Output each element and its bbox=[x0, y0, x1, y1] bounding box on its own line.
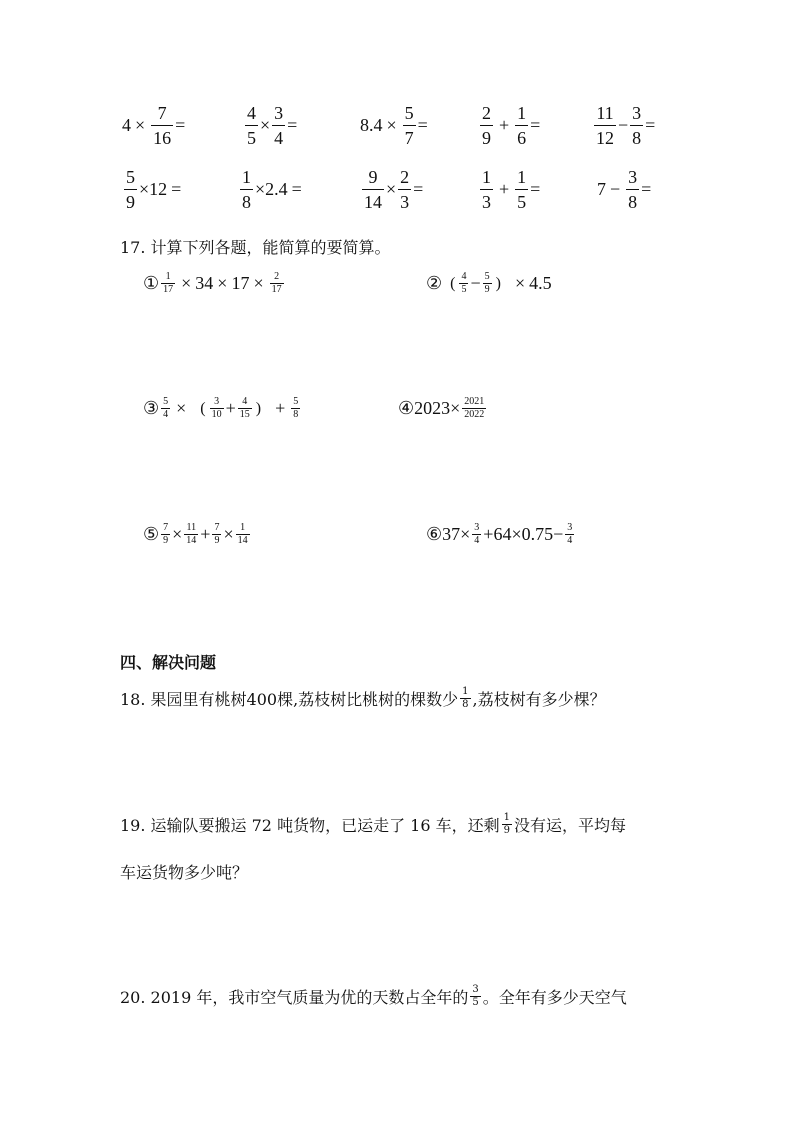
fraction: $\frac{3}{8}$ bbox=[632, 103, 642, 148]
number: 2.4 bbox=[265, 179, 288, 199]
circled-number: ① bbox=[143, 273, 160, 293]
equals: = bbox=[645, 115, 656, 135]
fraction: $\frac{1}{8}$ bbox=[242, 167, 251, 212]
number: 2023 bbox=[414, 398, 451, 418]
fraction: $\frac{1}{5}$ bbox=[517, 167, 527, 212]
q17-part-3 bbox=[143, 397, 302, 420]
q17-part-6 bbox=[426, 523, 576, 546]
right-paren: ) bbox=[495, 274, 501, 292]
operator: × bbox=[450, 398, 461, 418]
operator: − bbox=[553, 524, 564, 544]
operator: × bbox=[386, 115, 397, 135]
q20-text: 20. 2019 年，我市空气质量为优的天数占全年的 bbox=[120, 988, 469, 1007]
operator: × bbox=[511, 524, 522, 544]
equals: = bbox=[175, 115, 186, 135]
q20 bbox=[120, 985, 627, 1008]
number: 17 bbox=[231, 273, 250, 293]
equals: = bbox=[413, 179, 424, 199]
fraction: $\frac{4}{5}$ bbox=[247, 103, 256, 148]
circled-number: ④ bbox=[398, 398, 415, 418]
row2-item-1 bbox=[122, 168, 185, 211]
circled-number: ⑥ bbox=[426, 524, 443, 544]
fraction: $\frac{3}{4}$ bbox=[474, 522, 480, 546]
fraction: $\frac{3}{4}$ bbox=[274, 103, 284, 148]
q19-text: 没有运，平均每 bbox=[513, 816, 626, 835]
row2-item-3 bbox=[360, 168, 423, 211]
number: 12 bbox=[149, 179, 168, 199]
row1-item-5 bbox=[592, 104, 655, 147]
equals: = bbox=[530, 179, 541, 199]
fraction: $\frac{1}{17}$ bbox=[163, 271, 174, 295]
fraction: $\frac{11}{12}$ bbox=[596, 103, 614, 148]
operator: × bbox=[176, 398, 187, 418]
operator: × bbox=[253, 273, 264, 293]
fraction: $\frac{1}{9}$ bbox=[503, 812, 510, 836]
operator: − bbox=[470, 273, 481, 293]
left-paren: ( bbox=[450, 274, 456, 292]
row1-item-3 bbox=[360, 104, 428, 147]
fraction: $\frac{9}{14}$ bbox=[364, 167, 382, 212]
operator: × bbox=[460, 524, 471, 544]
operator: × bbox=[139, 179, 150, 199]
row2-item-4 bbox=[478, 168, 540, 211]
fraction: $\frac{7}{9}$ bbox=[163, 522, 169, 546]
fraction: $\frac{2021}{2022}$ bbox=[464, 396, 485, 420]
q17-title: 17. 计算下列各题，能简算的要简算。 bbox=[120, 238, 391, 257]
operator: + bbox=[275, 398, 286, 418]
operator: × bbox=[135, 115, 146, 135]
operator: × bbox=[217, 273, 228, 293]
operator: × bbox=[386, 179, 397, 199]
fraction: $\frac{3}{4}$ bbox=[567, 522, 573, 546]
fraction: $\frac{5}{9}$ bbox=[484, 271, 490, 295]
equals: = bbox=[641, 179, 652, 199]
q17-part-2 bbox=[426, 272, 552, 295]
number: 4 bbox=[122, 115, 131, 135]
fraction: $\frac{7}{16}$ bbox=[153, 103, 172, 148]
q20-text: 。全年有多少天空气 bbox=[482, 988, 627, 1007]
fraction: $\frac{5}{7}$ bbox=[404, 103, 414, 148]
circled-number: ② bbox=[426, 273, 443, 293]
fraction: $\frac{7}{9}$ bbox=[214, 522, 220, 546]
equals: = bbox=[291, 179, 302, 199]
fraction: $\frac{3}{10}$ bbox=[211, 396, 222, 420]
q17-part-4 bbox=[398, 397, 488, 420]
row1-item-2 bbox=[243, 104, 297, 147]
fraction: $\frac{1}{6}$ bbox=[517, 103, 527, 148]
q19 bbox=[120, 813, 626, 836]
operator: − bbox=[610, 179, 621, 199]
operator: × bbox=[172, 524, 183, 544]
operator: + bbox=[225, 398, 236, 418]
q18-text: ,荔枝树有多少棵？ bbox=[472, 690, 606, 709]
row2-item-5 bbox=[597, 168, 651, 211]
fraction: $\frac{1}{14}$ bbox=[237, 522, 248, 546]
number: 7 bbox=[597, 179, 606, 199]
operator: × bbox=[260, 115, 271, 135]
operator: + bbox=[200, 524, 211, 544]
number: 8.4 bbox=[360, 115, 383, 135]
fraction: $\frac{1}{8}$ bbox=[462, 686, 469, 710]
fraction: $\frac{4}{15}$ bbox=[239, 396, 250, 420]
q19-line2: 车运货物多少吨？ bbox=[120, 863, 249, 882]
equals: = bbox=[417, 115, 428, 135]
row2-item-2 bbox=[238, 168, 306, 211]
right-paren: ) bbox=[255, 399, 262, 417]
operator: − bbox=[618, 115, 629, 135]
number: 34 bbox=[195, 273, 214, 293]
number: 37 bbox=[442, 524, 461, 544]
equals: = bbox=[287, 115, 298, 135]
fraction: $\frac{11}{14}$ bbox=[186, 522, 197, 546]
fraction: $\frac{1}{3}$ bbox=[482, 167, 491, 212]
fraction: $\frac{2}{9}$ bbox=[482, 103, 491, 148]
operator: × bbox=[255, 179, 266, 199]
q17-part-1 bbox=[143, 272, 286, 295]
fraction: $\frac{5}{9}$ bbox=[126, 167, 135, 212]
fraction: $\frac{3}{5}$ bbox=[472, 984, 479, 1008]
operator: × bbox=[514, 273, 526, 293]
number: +64 bbox=[483, 524, 512, 544]
row1-item-1 bbox=[122, 104, 185, 147]
fraction: $\frac{3}{8}$ bbox=[628, 167, 638, 212]
operator: + bbox=[499, 115, 510, 135]
q17-part-5 bbox=[143, 523, 252, 546]
fraction: $\frac{5}{8}$ bbox=[293, 396, 299, 420]
operator: × bbox=[223, 524, 234, 544]
circled-number: ③ bbox=[143, 398, 160, 418]
section-heading: 四、解决问题 bbox=[120, 653, 217, 672]
number: 0.75 bbox=[521, 524, 554, 544]
number: 4.5 bbox=[529, 273, 552, 293]
equals: = bbox=[530, 115, 541, 135]
equals: = bbox=[171, 179, 182, 199]
circled-number: ⑤ bbox=[143, 524, 160, 544]
fraction: $\frac{2}{3}$ bbox=[400, 167, 410, 212]
row1-item-4 bbox=[478, 104, 540, 147]
fraction: $\frac{5}{4}$ bbox=[163, 396, 169, 420]
q19-text: 19. 运输队要搬运 72 吨货物，已运走了 16 车，还剩 bbox=[120, 816, 500, 835]
operator: × bbox=[181, 273, 192, 293]
left-paren: ( bbox=[200, 399, 206, 417]
q18-text: 18. 果园里有桃树400棵,荔枝树比桃树的棵数少 bbox=[120, 690, 459, 709]
fraction: $\frac{2}{17}$ bbox=[271, 271, 282, 295]
q18 bbox=[120, 687, 606, 710]
operator: + bbox=[499, 179, 510, 199]
fraction: $\frac{4}{5}$ bbox=[461, 271, 467, 295]
